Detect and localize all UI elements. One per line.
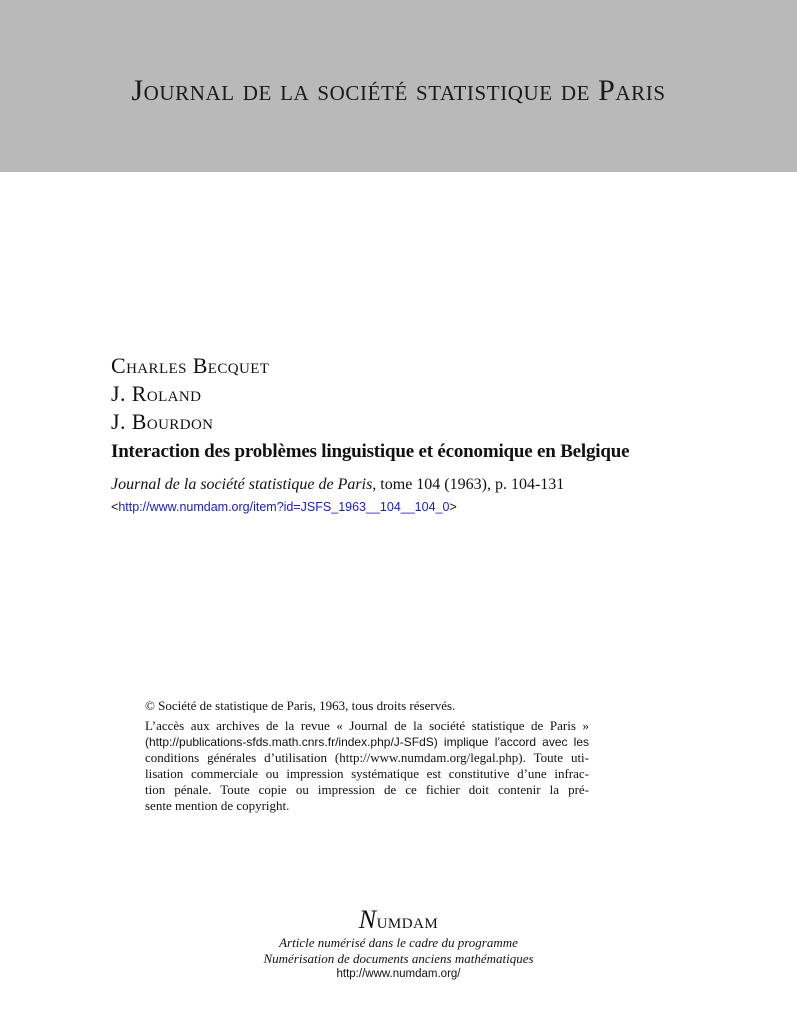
- author-list: [111, 352, 269, 436]
- article-url-line: [111, 500, 457, 514]
- notice-line: (http://publications-sfds.math.cnrs.fr/index.php/J-SFdS) implique l’accord avec les: [145, 735, 589, 749]
- journal-title: Journal de la société statistique de Paris: [131, 74, 666, 107]
- numdam-logo: [0, 906, 797, 935]
- logo-rest: umdam: [376, 908, 439, 933]
- header-banner: [0, 0, 797, 172]
- article-title: Interaction des problèmes linguistique et économique en Belgique: [111, 441, 630, 462]
- article-url-link[interactable]: http://www.numdam.org/item?id=JSFS_1963__104__104_0: [118, 500, 450, 514]
- footer-url-link[interactable]: http://www.numdam.org/: [336, 968, 461, 980]
- url-close-bracket: >: [449, 500, 457, 514]
- logo-initial: N: [358, 905, 377, 934]
- footer-program-name: Numérisation de documents anciens mathématiques: [263, 951, 534, 966]
- citation-journal: Journal de la société statistique de Paris: [111, 476, 373, 493]
- author-name: J. Roland: [111, 381, 202, 406]
- notice-line: L’accès aux archives de la revue « Journal de la société statistique de Paris »: [145, 718, 589, 733]
- author-name: J. Bourdon: [111, 409, 214, 434]
- notice-line: sente mention de copyright.: [145, 798, 290, 813]
- citation: [111, 476, 564, 494]
- notice-line: tion pénale. Toute copie ou impression de ce fichier doit contenir la pré-: [145, 782, 589, 797]
- usage-notice: [145, 718, 589, 814]
- copyright-notice: © Société de statistique de Paris, 1963, tous droits réservés.: [145, 698, 456, 713]
- footer-program-line: Article numérisé dans le cadre du programme: [279, 935, 518, 950]
- author-name: Charles Becquet: [111, 353, 270, 378]
- notice-line: lisation commerciale ou impression systématique est constitutive d’une infrac-: [145, 766, 589, 781]
- url-open-bracket: <: [111, 500, 119, 514]
- footer: [0, 906, 797, 982]
- citation-details: , tome 104 (1963), p. 104-131: [372, 476, 565, 493]
- notice-line: conditions générales d’utilisation (http://www.numdam.org/legal.php). Toute uti-: [145, 750, 589, 765]
